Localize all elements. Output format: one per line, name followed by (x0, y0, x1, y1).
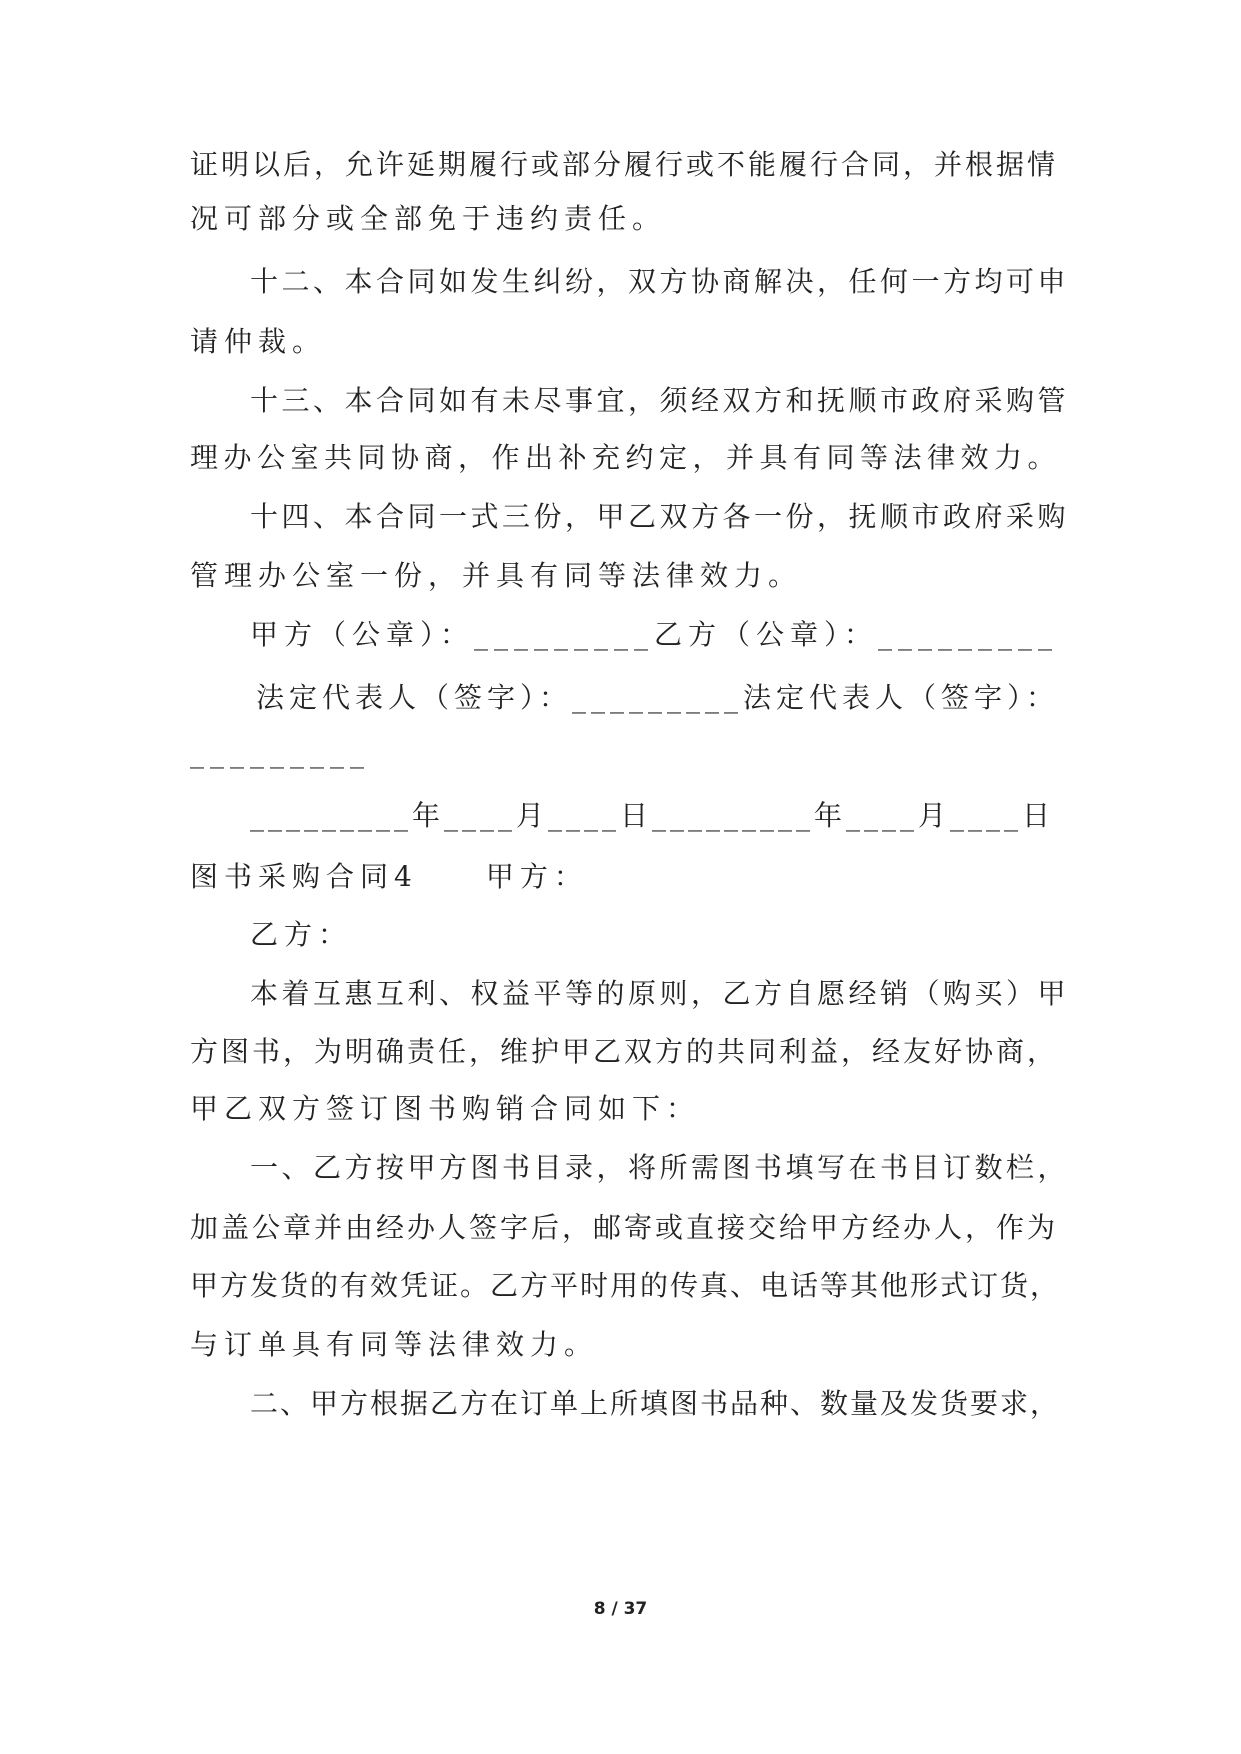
clause-13-line: 十三、本合同如有未尽事宜，须经双方和抚顺市政府采购管 (250, 384, 1070, 417)
body-text-line: 本着互惠互利、权益平等的原则，乙方自愿经销（购买）甲 (250, 977, 1070, 1010)
clause-14-line: 十四、本合同一式三份，甲乙双方各一份，抚顺市政府采购 (250, 500, 1070, 533)
body-text-line: 请仲裁。 (190, 325, 327, 358)
body-text-line: 方图书，为明确责任，维护甲乙双方的共同利益，经友好协商， (190, 1035, 1059, 1068)
party-b-line: 乙方： (250, 918, 353, 951)
signature-blank-line: _________ (190, 736, 370, 769)
body-text-line: 证明以后，允许延期履行或部分履行或不能履行合同，并根据情 (190, 148, 1059, 181)
legal-representative-line: 法定代表人（签字）：_________法定代表人（签字）： (256, 681, 1060, 714)
body-text-line: 甲方发货的有效凭证。乙方平时用的传真、电话等其他形式订货， (190, 1269, 1061, 1302)
body-text-line: 加盖公章并由经办人签字后，邮寄或直接交给甲方经办人，作为 (190, 1211, 1059, 1244)
body-text-line: 理办公室共同协商，作出补充约定，并具有同等法律效力。 (190, 441, 1062, 474)
page-number: 8 / 37 (593, 1599, 648, 1619)
body-text-line: 况可部分或全部免于违约责任。 (190, 202, 667, 235)
contract-title-line: 图书采购合同4 甲方： (190, 860, 588, 893)
body-text-line: 管理办公室一份，并具有同等法律效力。 (190, 559, 803, 592)
clause-2-line: 二、甲方根据乙方在订单上所填图书品种、数量及发货要求， (250, 1387, 1061, 1420)
date-line: _________年____月____日_________年____月____日 (250, 799, 1055, 832)
clause-1-line: 一、乙方按甲方图书目录，将所需图书填写在书目订数栏， (250, 1151, 1070, 1184)
seal-signature-line: 甲方（公章）：_________乙方（公章）：_________ (250, 618, 1059, 651)
body-text-line: 与订单具有同等法律效力。 (190, 1328, 599, 1361)
body-text-line: 甲乙双方签订图书购销合同如下： (190, 1092, 701, 1125)
clause-12-line: 十二、本合同如发生纠纷，双方协商解决，任何一方均可申 (250, 265, 1070, 298)
